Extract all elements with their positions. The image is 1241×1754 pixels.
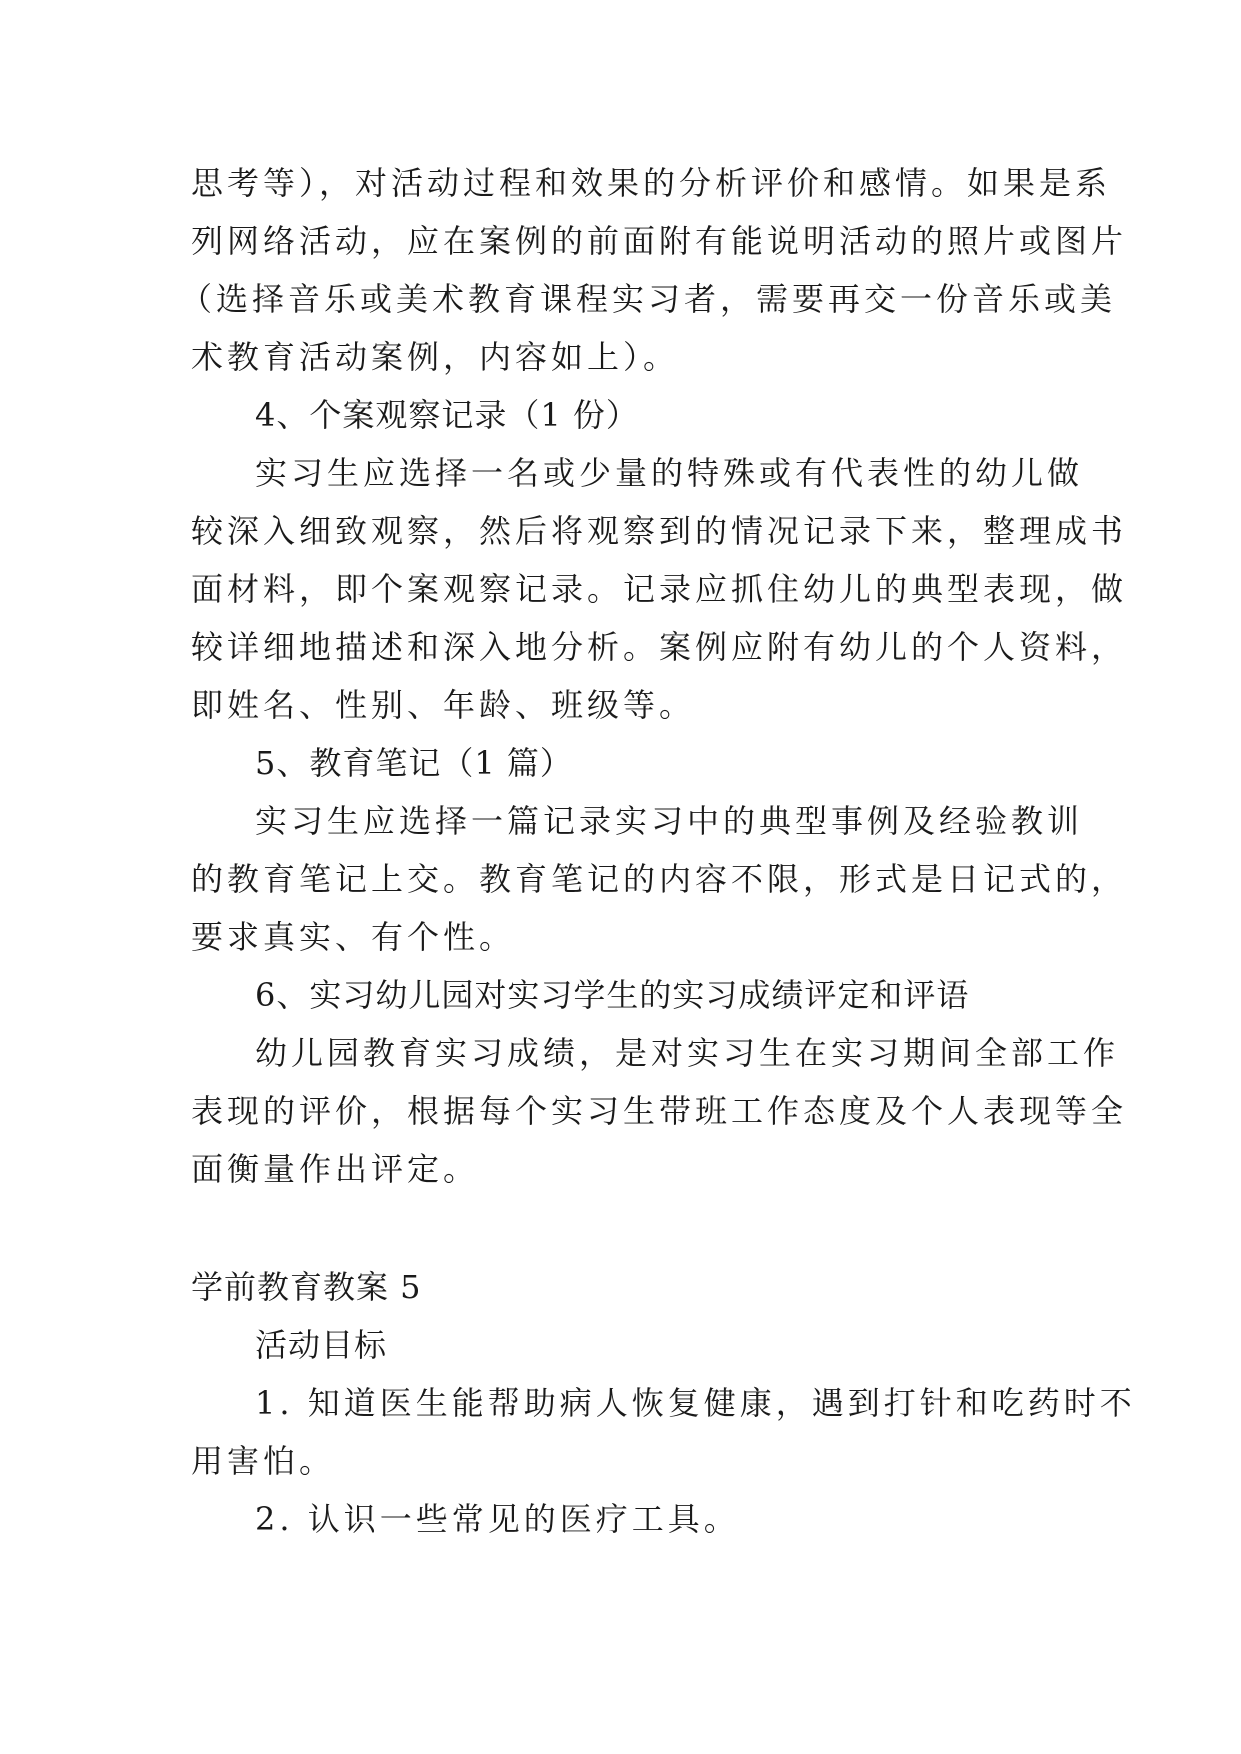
list-item: 2. 认识一些常见的医疗工具。 — [255, 1500, 740, 1538]
paragraph-line: （选择音乐或美术教育课程实习者，需要再交一份音乐或美 — [180, 280, 1117, 318]
paragraph-line: 术教育活动案例，内容如上）。 — [191, 338, 680, 376]
list-item-continuation: 用害怕。 — [191, 1442, 336, 1480]
section-heading-6: 6、实习幼儿园对实习学生的实习成绩评定和评语 — [255, 976, 970, 1014]
paragraph-line: 列网络活动，应在案例的前面附有能说明活动的照片或图片 — [191, 222, 1128, 260]
section-title: 学前教育教案 5 — [191, 1268, 422, 1306]
paragraph-line: 幼儿园教育实习成绩，是对实习生在实习期间全部工作 — [255, 1034, 1120, 1072]
paragraph-line: 较详细地描述和深入地分析。案例应附有幼儿的个人资料， — [191, 628, 1128, 666]
section-heading-4: 4、个案观察记录（1 份） — [255, 396, 639, 434]
paragraph-line: 的教育笔记上交。教育笔记的内容不限，形式是日记式的， — [191, 860, 1128, 898]
section-heading-5: 5、教育笔记（1 篇） — [255, 744, 573, 782]
paragraph-line: 即姓名、性别、年龄、班级等。 — [191, 686, 696, 724]
list-item: 1. 知道医生能帮助病人恢复健康，遇到打针和吃药时不 — [255, 1384, 1136, 1422]
subsection-heading: 活动目标 — [255, 1326, 388, 1364]
paragraph-line: 面材料，即个案观察记录。记录应抓住幼儿的典型表现，做 — [191, 570, 1128, 608]
paragraph-line: 实习生应选择一篇记录实习中的典型事例及经验教训 — [255, 802, 1084, 840]
paragraph-line: 思考等），对活动过程和效果的分析评价和感情。如果是系 — [191, 164, 1112, 202]
paragraph-line: 表现的评价，根据每个实习生带班工作态度及个人表现等全 — [191, 1092, 1128, 1130]
paragraph-line: 要求真实、有个性。 — [191, 918, 516, 956]
paragraph-line: 面衡量作出评定。 — [191, 1150, 480, 1188]
paragraph-line: 较深入细致观察，然后将观察到的情况记录下来，整理成书 — [191, 512, 1128, 550]
paragraph-line: 实习生应选择一名或少量的特殊或有代表性的幼儿做 — [255, 454, 1084, 492]
